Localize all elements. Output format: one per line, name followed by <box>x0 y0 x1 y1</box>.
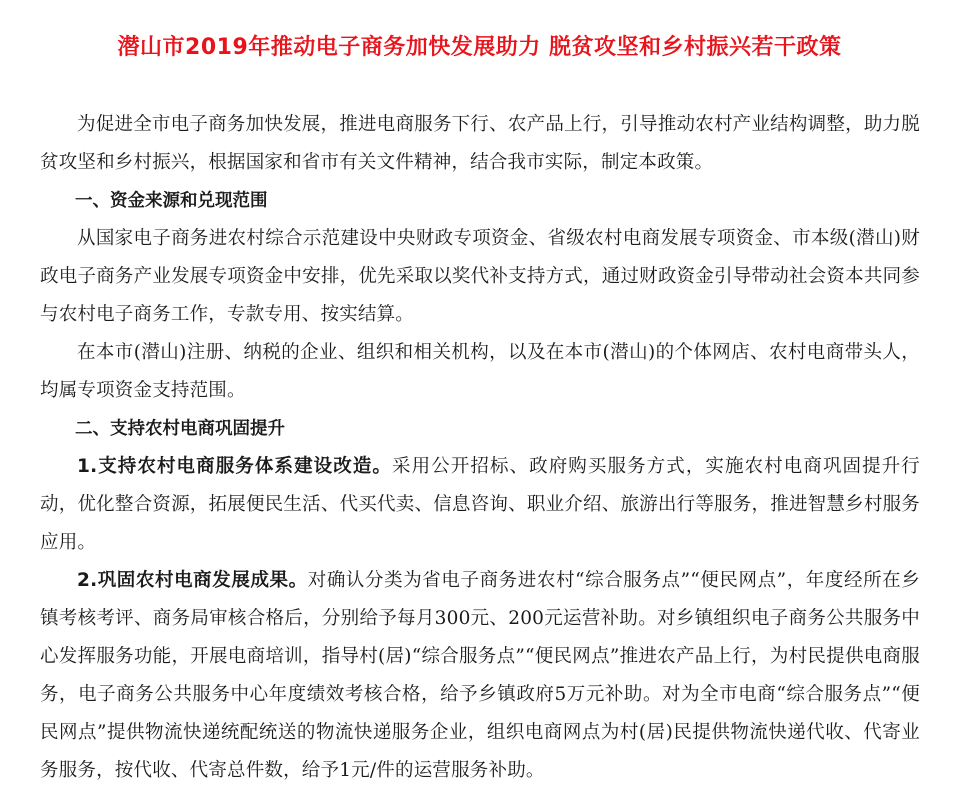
section-2-item-1-text: 采用公开招标、政府购买服务方式，实施农村电商巩固提升行动，优化整合资源，拓展便民生活、代买代卖、信息咨询、职业介绍、旅游出行等服务，推进智慧乡村服务应用。 <box>40 456 920 553</box>
section-2-item-2 <box>40 562 920 790</box>
section-2-heading: 二、支持农村电商巩固提升 <box>75 419 285 439</box>
document-title: 潜山市2019年推动电子商务加快发展助力 脱贫攻坚和乡村振兴若干政策 <box>117 35 842 60</box>
intro-paragraph: 为促进全市电子商务加快发展，推进电商服务下行、农产品上行，引导推动农村产业结构调整，助力脱贫攻坚和乡村振兴，根据国家和省市有关文件精神，结合我市实际，制定本政策。 <box>40 114 920 173</box>
section-1-heading: 一、资金来源和兑现范围 <box>75 191 268 211</box>
section-2-item-1 <box>40 448 920 562</box>
section-1-paragraph-2: 在本市(潜山)注册、纳税的企业、组织和相关机构，以及在本市(潜山)的个体网店、农村电商带头人，均属专项资金支持范围。 <box>40 342 920 401</box>
section-2-item-2-lead: 2.巩固农村电商发展成果。 <box>77 570 308 591</box>
section-2-item-2-text: 对确认分类为省电子商务进农村“综合服务点”“便民网点”，年度经所在乡镇考核考评、商务局审核合格后，分别给予每月300元、200元运营补助。对乡镇组织电子商务公共服务中心发挥服务功能，开展电商培训，指导村(居)“综合服务点”“便民网点”推进农产品上行，为村民提供电商服务，电子商务公共服务中心年度绩效考核合格，给予乡镇政府5万元补助。对为全市电商“综合服务点”“便民网点”提供物流快递统配统送的物流快递服务企业，组织电商网点为村(居)民提供物流快递代收、代寄业务服务，按代收、代寄总件数，给予1元/件的运营服务补助。 <box>40 570 920 781</box>
section-2-item-1-lead: 1.支持农村电商服务体系建设改造。 <box>77 456 393 477</box>
document-body <box>40 106 920 790</box>
section-1-paragraph-1: 从国家电子商务进农村综合示范建设中央财政专项资金、省级农村电商发展专项资金、市本级(潜山)财政电子商务产业发展专项资金中安排，优先采取以奖代补支持方式，通过财政资金引导带动社会资本共同参与农村电子商务工作，专款专用、按实结算。 <box>40 228 920 325</box>
